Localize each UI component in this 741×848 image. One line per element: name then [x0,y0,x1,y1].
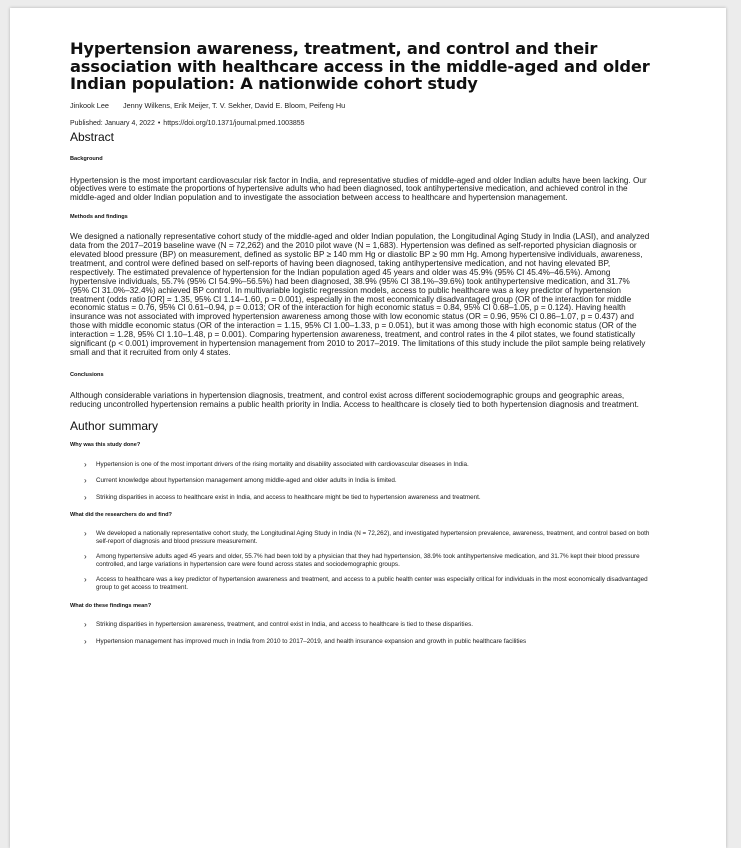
conclusions-text: Although considerable variations in hypertension diagnosis, treatment, and control exist across different sociodemographic groups and geographic areas, reducing uncontrolled hypertension remains a public health priority in India. Access to healthcare is closely tied to both hypertension diagnosis and treatment. [70,390,639,409]
methods-heading: Methods and findings [70,214,128,221]
list-item: › Among hypertensive adults aged 45 years and older, 55.7% had been told by a physician that they had hypertension, 38.9% took antihypertensive medication, and 31.7% kept their blood pressure controlled, and large variations in hypertension care were found across states and sociodemographic groups. [84,551,640,569]
chevron-right-icon: › [84,636,87,646]
chevron-right-icon: › [84,551,87,561]
published-date: Published: January 4, 2022 [70,119,155,127]
author-link[interactable]: Jenny Wilkens, Erik Meijer, T. V. Sekher, David E. Bloom, Peifeng Hu [122,100,346,110]
list-item: › Access to healthcare was a key predictor of hypertension awareness and treatment, and access to a public health center was especially critical for individuals in the most economically disadvantaged group to get access to treatment. [84,574,648,592]
abstract-heading: Abstract [70,129,115,144]
chevron-right-icon: › [84,574,87,584]
article-content [70,40,650,646]
author-link[interactable]: Jinkook Lee [70,100,109,110]
chevron-right-icon: › [84,492,87,502]
summary-section-heading: What do these findings mean? [70,603,152,610]
article-page [10,8,726,848]
chevron-right-icon: › [84,620,87,630]
author-summary-heading: Author summary [70,418,159,433]
summary-section-heading: What did the researchers do and find? [70,511,172,518]
background-heading: Background [70,155,103,162]
chevron-right-icon: › [84,459,87,469]
summary-list [70,461,650,503]
methods-text: We designed a nationally representative cohort study of the middle-aged and older Indian population, the Longitudinal Aging Study in India (LASI), and analyzed data from the 2017–2019 baseline wave (N = 72,262) and the 2010 pilot wave (N = 1,683). Hypertension was defined as self-reported physician diagnosis or elevated blood pressure (BP) on measurement, defined as systolic BP ≥ 140 mm Hg or diastolic BP ≥ 90 mm Hg. Among hypertensive individuals, awareness, treatment, and control were defined based on self-reports of having been diagnosed, taking antihypertensive medication, and not having elevated BP, respectively. The estimated prevalence of hypertension for the Indian population aged 45 years and older was 45.9% (95% CI 45.4%–46.5%). Among hypertensive individuals, 55.7% (95% CI 54.9%–56.5%) had been diagnosed, 38.9% (95% CI 38.1%–39.6%) took antihypertensive medication, and 31.7% (95% CI 31.0%–32.4%) achieved BP control. In multivariable logistic regression models, access to public healthcare was a key predictor of hypertension treatment (odds ratio [OR] = 1.35, 95% CI 1.14–1.60, p = 0.001), especially in the most economically disadvantaged group (OR of the interaction for middle economic status = 0.76, 95% CI 0.61–0.94, p = 0.013; OR of the interaction for high economic status = 0.84, 95% CI 0.68–1.05, p = 0.124). Having health insurance was not associated with improved hypertension awareness among those with low economic status (OR = 0.96, 95% CI 0.86–1.07, p = 0.437) and those with middle economic status (OR of the interaction = 1.15, 95% CI 1.00–1.33, p = 0.051), but it was among those with high economic status (OR of the interaction = 1.28, 95% CI 1.10–1.48, p = 0.001). Comparing hypertension awareness, treatment, and control rates in the 4 pilot states, we found statistically significant (p < 0.001) improvement in hypertension management from 2010 to 2017–2019. The limitations of this study include the pilot sample being relatively small and that it recruited from only 4 states. [70,232,650,357]
list-item: › Current knowledge about hypertension management among middle-aged and older adults in India is limited. [84,476,397,486]
summary-section-heading: Why was this study done? [70,441,141,448]
list-item: › Striking disparities in hypertension awareness, treatment, and control exist in India, and access to healthcare is tied to these disparities. [84,620,473,630]
author-list [70,101,650,110]
chevron-right-icon: › [84,528,87,538]
bullet-separator: • [157,119,161,127]
chevron-right-icon: › [84,476,87,486]
publication-info [70,120,650,127]
list-item: › Striking disparities in access to healthcare exist in India, and access to healthcare might be tied to hypertension awareness and treatment. [84,492,481,502]
summary-list [70,530,650,594]
background-text: Hypertension is the most important cardiovascular risk factor in India, and representative studies of middle-aged and older Indian adults have been lacking. Our objectives were to estimate the proportions of hypertensive adults who had been diagnosed, took antihypertensive medication, and achieved control in the middle-aged and older Indian population and to investigate the association between access to healthcare and hypertension management. [70,175,647,203]
doi-link[interactable]: https://doi.org/10.1371/journal.pmed.1003855 [163,119,305,127]
summary-list [70,621,650,646]
conclusions-heading: Conclusions [70,371,104,378]
list-item: › Hypertension is one of the most important drivers of the rising mortality and disability associated with cardiovascular diseases in India. [84,459,469,469]
list-item: › Hypertension management has improved much in India from 2010 to 2017–2019, and health insurance expansion and growth in public healthcare facilities [84,636,527,646]
article-title: Hypertension awareness, treatment, and control and their association with healthcare access in the middle-aged and older Indian population: A nationwide cohort study [70,39,650,93]
list-item: › We developed a nationally representative cohort study, the Longitudinal Aging Study in India (N = 72,262), and investigated hypertension prevalence, awareness, treatment, and control based on both self-report of diagnosis and blood pressure measurement. [84,528,650,546]
